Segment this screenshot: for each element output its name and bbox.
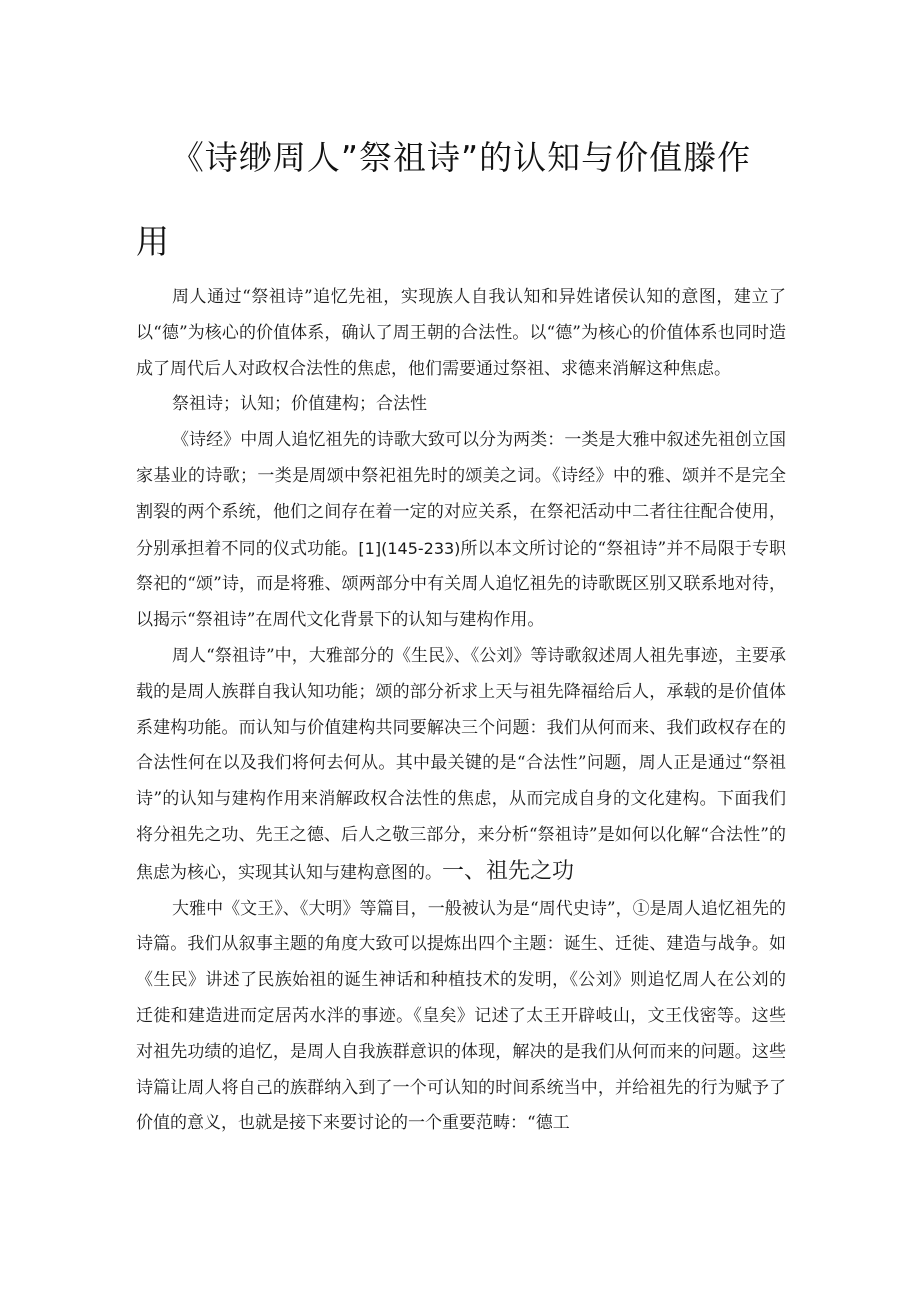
title-line-2: 用 xyxy=(136,222,169,261)
section-heading: 一、祖先之功 xyxy=(442,858,575,884)
overview-paragraph xyxy=(136,639,786,892)
citation: [1](145-233) xyxy=(358,538,461,558)
overview-text: 周人“祭祖诗”中，大雅部分的《生民》、《公刘》等诗歌叙述周人祖先事迹，主要承载的是周人族群自我认知功能；颂的部分祈求上天与祖先降福给后人，承载的是价值体系建构功能。而认知与价值建构共同要解决三个问题：我们从何而来、我们政权存在的合法性何在以及我们将何去何从。其中最关键的是“合法性”问题，周人正是通过“祭祖诗”的认知与建构作用来消解政权合法性的焦虑，从而完成自身的文化建构。下面我们将分祖先之功、先王之德、后人之敬三部分，来分析“祭祖诗”是如何以化解“合法性”的焦虑为核心，实现其认知与建构意图的。 xyxy=(136,645,786,883)
intro-text-before: 《诗经》中周人追忆祖先的诗歌大致可以分为两类：一类是大雅中叙述先祖创立国家基业的诗歌；一类是周颂中祭祀祖先时的颂美之词。《诗经》中的雅、颂并不是完全割裂的两个系统，他们之间存在着一定的对应关系，在祭祀活动中二者往往配合使用，分别承担着不同的仪式功能。 xyxy=(136,430,786,559)
body-text xyxy=(136,280,786,1142)
title-line-1: 《诗缈周人”祭祖诗”的认知与价值滕作 xyxy=(170,138,752,177)
section-paragraph: 大雅中《文王》、《大明》等篇目，一般被认为是“周代史诗”，①是周人追忆祖先的诗篇。我们从叙事主题的角度大致可以提炼出四个主题：诞生、迁徙、建造与战争。如《生民》讲述了民族始祖的诞生神话和种植技术的发明，《公刘》则追忆周人在公刘的迁徙和建造进而定居芮水泮的事迹。《皇矣》记述了太王开辟岐山，文王伐密等。这些对祖先功绩的追忆，是周人自我族群意识的体现，解决的是我们从何而来的问题。这些诗篇让周人将自己的族群纳入到了一个可认知的时间系统当中，并给祖先的行为赋予了价值的意义，也就是接下来要讨论的一个重要范畴：“德工 xyxy=(136,898,786,1134)
intro-text-after: 所以本文所讨论的“祭祖诗”并不局限于专职祭祀的“颂”诗，而是将雅、颂两部分中有关周人追忆祖先的诗歌既区别又联系地对待，以揭示“祭祖诗”在周代文化背景下的认知与建构作用。 xyxy=(136,538,786,631)
intro-paragraph xyxy=(136,423,786,639)
abstract-paragraph: 周人通过“祭祖诗”追忆先祖，实现族人自我认知和异姓诸侯认知的意图，建立了以“德”为核心的价值体系，确认了周王朝的合法性。以“德”为核心的价值体系也同时造成了周代后人对政权合法性的焦虑，他们需要通过祭祖、求德来消解这种焦虑。 xyxy=(136,287,786,379)
keywords-paragraph: 祭祖诗；认知；价值建构；合法性 xyxy=(172,394,427,415)
